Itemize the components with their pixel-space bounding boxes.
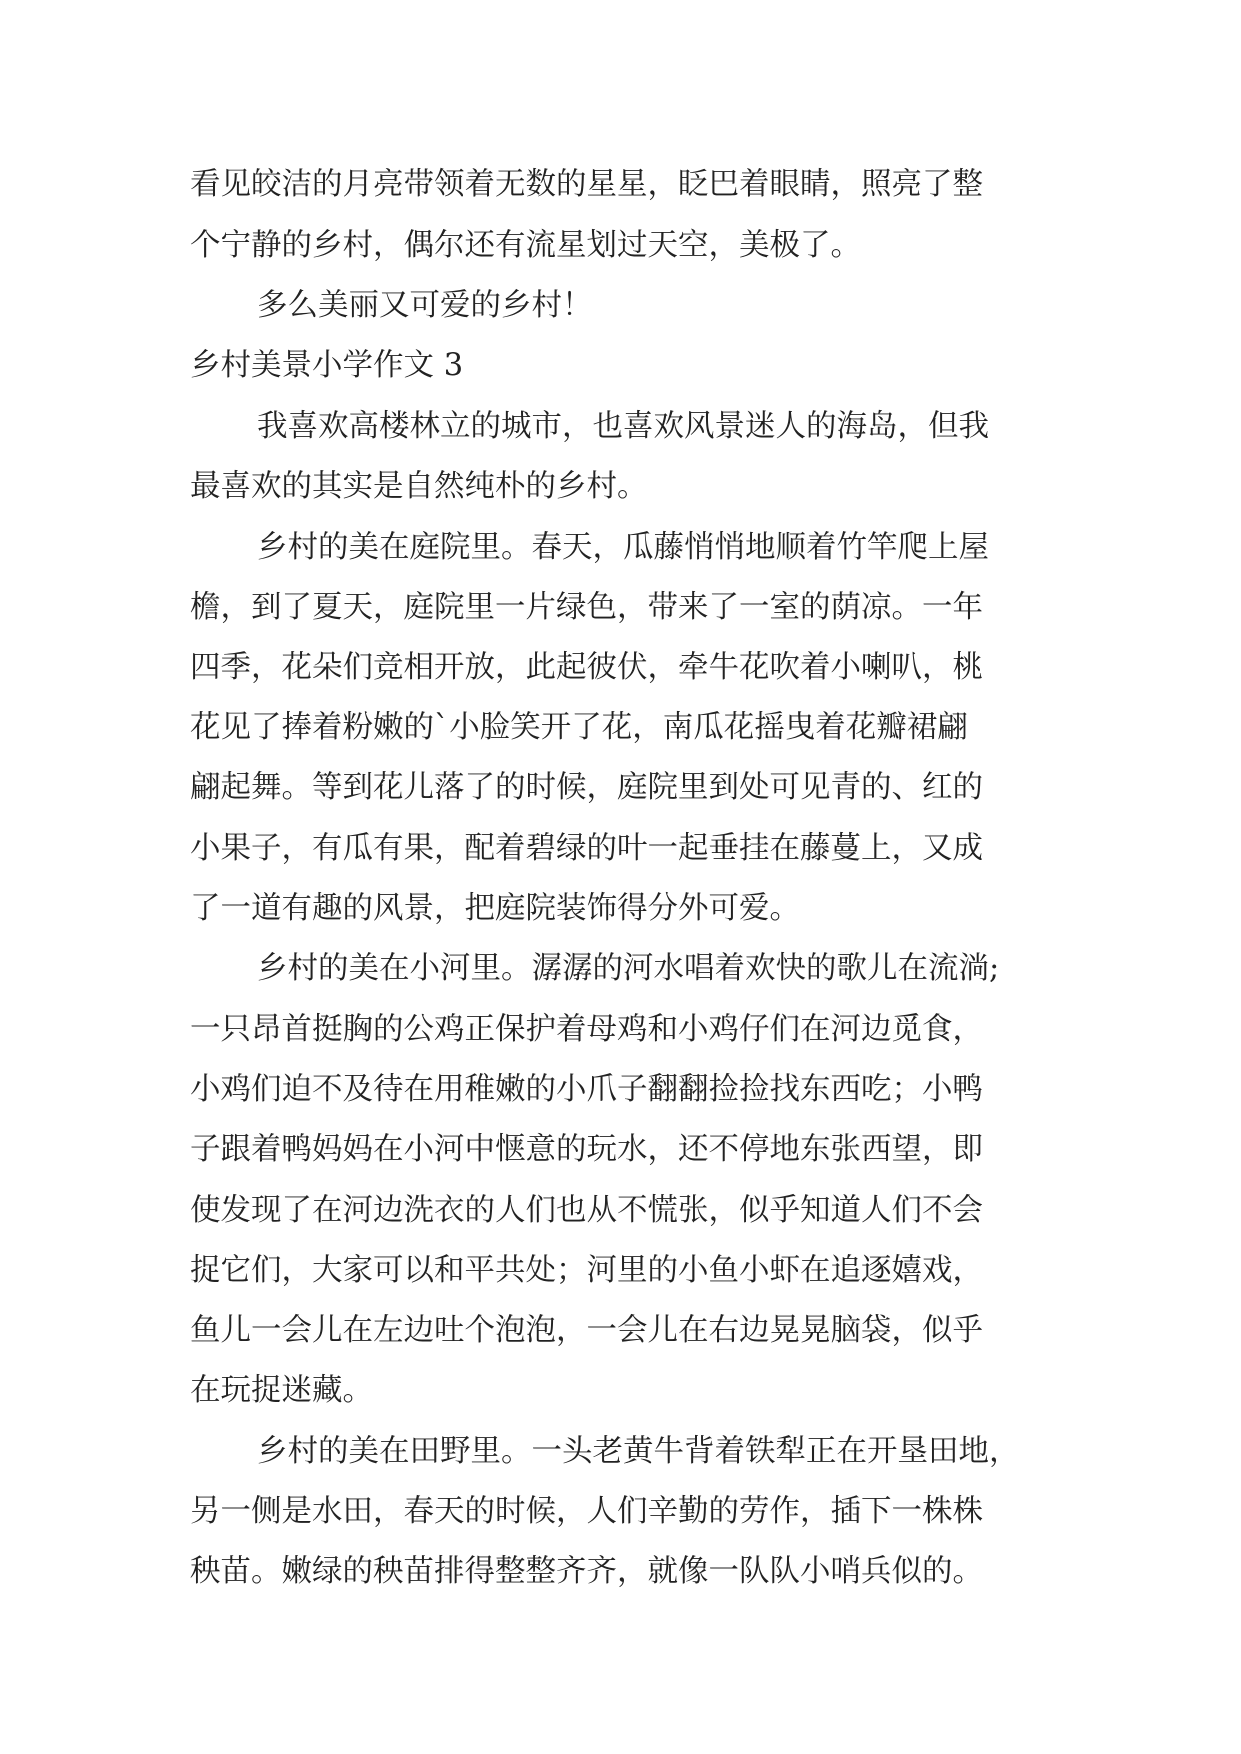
text-line: 另一侧是水田，春天的时候，人们辛勤的劳作，插下一株株 xyxy=(190,1494,983,1529)
text-line: 小鸡们迫不及待在用稚嫩的小爪子翻翻捡捡找东西吃；小鸭 xyxy=(190,1072,983,1107)
text-line: 秧苗。嫩绿的秧苗排得整整齐齐，就像一队队小哨兵似的。 xyxy=(190,1554,983,1589)
text-line: 四季，花朵们竞相开放，此起彼伏，牵牛花吹着小喇叭，桃 xyxy=(190,650,983,685)
text-line: 乡村的美在小河里。潺潺的河水唱着欢快的歌儿在流淌; xyxy=(257,951,1000,986)
text-line: 乡村的美在田野里。一头老黄牛背着铁犁正在开垦田地， xyxy=(257,1434,1020,1469)
text-line: 子跟着鸭妈妈在小河中惬意的玩水，还不停地东张西望，即 xyxy=(190,1132,983,1167)
text-line: 看见皎洁的月亮带领着无数的星星，眨巴着眼睛，照亮了整 xyxy=(190,167,983,202)
text-line: 一只昂首挺胸的公鸡正保护着母鸡和小鸡仔们在河边觅食， xyxy=(190,1012,983,1047)
text-line: 多么美丽又可爱的乡村！ xyxy=(257,288,593,323)
text-line: 檐，到了夏天，庭院里一片绿色，带来了一室的荫凉。一年 xyxy=(190,590,983,625)
text-line: 个宁静的乡村，偶尔还有流星划过天空，美极了。 xyxy=(190,228,861,263)
text-line: 小果子，有瓜有果，配着碧绿的叶一起垂挂在藤蔓上，又成 xyxy=(190,831,983,866)
text-line: 翩起舞。等到花儿落了的时候，庭院里到处可见青的、红的 xyxy=(190,770,983,805)
section-heading: 乡村美景小学作文 3 xyxy=(190,348,464,383)
text-line: 最喜欢的其实是自然纯朴的乡村。 xyxy=(190,469,648,504)
text-line: 花见了捧着粉嫩的`小脸笑开了花，南瓜花摇曳着花瓣裙翩 xyxy=(190,710,968,745)
text-line: 我喜欢高楼林立的城市，也喜欢风景迷人的海岛，但我 xyxy=(257,409,989,444)
text-line: 乡村的美在庭院里。春天，瓜藤悄悄地顺着竹竿爬上屋 xyxy=(257,530,989,565)
text-line: 鱼儿一会儿在左边吐个泡泡，一会儿在右边晃晃脑袋，似乎 xyxy=(190,1313,983,1348)
text-line: 在玩捉迷藏。 xyxy=(190,1373,373,1408)
text-line: 了一道有趣的风景，把庭院装饰得分外可爱。 xyxy=(190,891,800,926)
text-line: 使发现了在河边洗衣的人们也从不慌张，似乎知道人们不会 xyxy=(190,1193,983,1228)
text-line: 捉它们，大家可以和平共处；河里的小鱼小虾在追逐嬉戏， xyxy=(190,1253,983,1288)
